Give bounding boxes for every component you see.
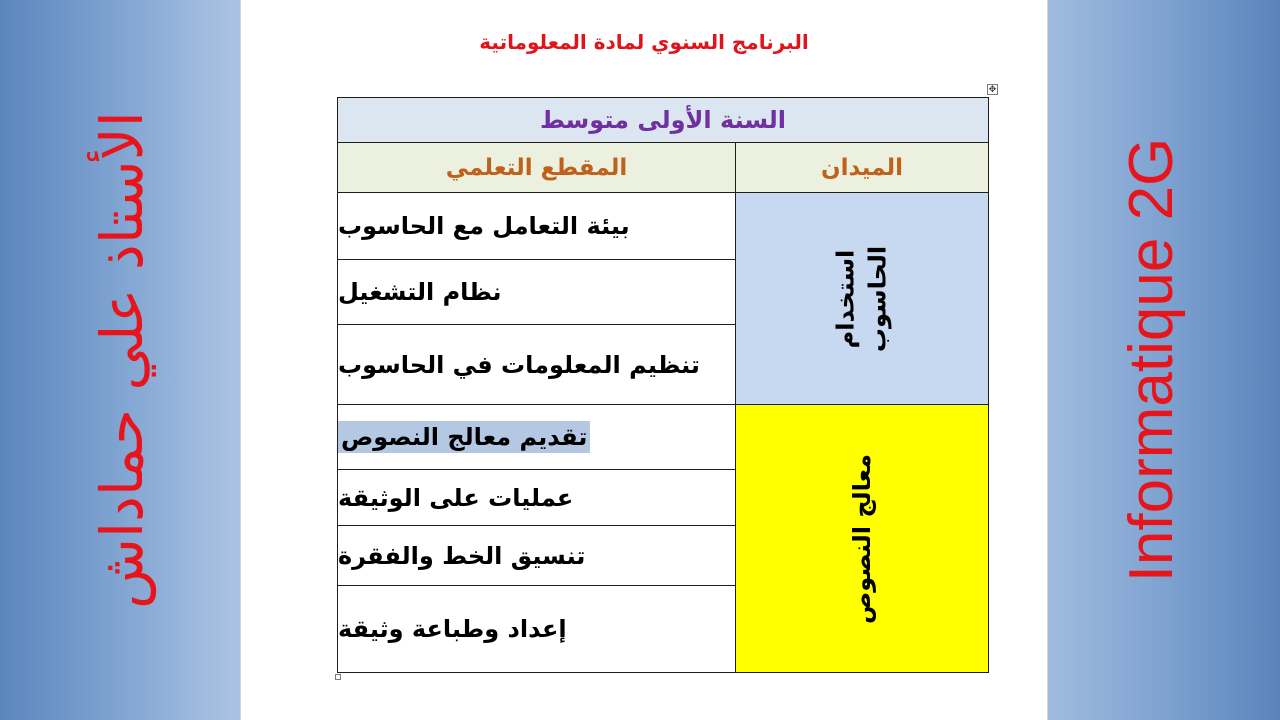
sequence-label: نظام التشغيل: [338, 278, 502, 306]
sequence-header-cell[interactable]: [338, 143, 735, 193]
sequence-header-label: المقطع التعلمي: [445, 154, 628, 181]
domain-header-cell[interactable]: [735, 143, 988, 193]
table-resize-handle-icon[interactable]: [335, 674, 341, 680]
sequence-label: بيئة التعامل مع الحاسوب: [338, 212, 630, 240]
sequence-label: إعداد وطباعة وثيقة: [338, 615, 567, 643]
program-table[interactable]: [337, 97, 989, 673]
domain-name-computer-use: استخدام الحاسوب: [831, 245, 892, 352]
document-page[interactable]: [240, 0, 1048, 720]
domain-header-label: الميدان: [820, 154, 904, 181]
year-header-cell[interactable]: [338, 98, 988, 143]
domain-name-word-processor: معالج النصوص: [847, 453, 876, 624]
sequence-cell[interactable]: [338, 260, 735, 325]
domain-cell-computer-use[interactable]: [735, 193, 988, 405]
sequence-cell[interactable]: [338, 193, 735, 260]
sequence-cell-selected[interactable]: [338, 405, 735, 470]
table-move-handle-icon[interactable]: ✥: [988, 85, 997, 95]
sequence-cell[interactable]: [338, 470, 735, 526]
author-watermark: الأستاذ علي حماداش: [88, 111, 156, 609]
year-label: السنة الأولى متوسط: [539, 106, 787, 134]
subject-watermark: Informatique 2G: [1117, 137, 1186, 583]
sequence-label: تنسيق الخط والفقرة: [338, 541, 586, 570]
sequence-label: تنظيم المعلومات في الحاسوب: [338, 350, 700, 379]
sequence-cell[interactable]: [338, 526, 735, 586]
domain-cell-word-processor[interactable]: [735, 405, 988, 672]
sequence-cell[interactable]: [338, 325, 735, 405]
selected-sequence-label: تقديم معالج النصوص: [338, 421, 590, 453]
document-title: البرنامج السنوي لمادة المعلوماتية: [479, 30, 809, 54]
sequence-label: عمليات على الوثيقة: [338, 483, 574, 512]
sequence-cell[interactable]: [338, 586, 735, 672]
